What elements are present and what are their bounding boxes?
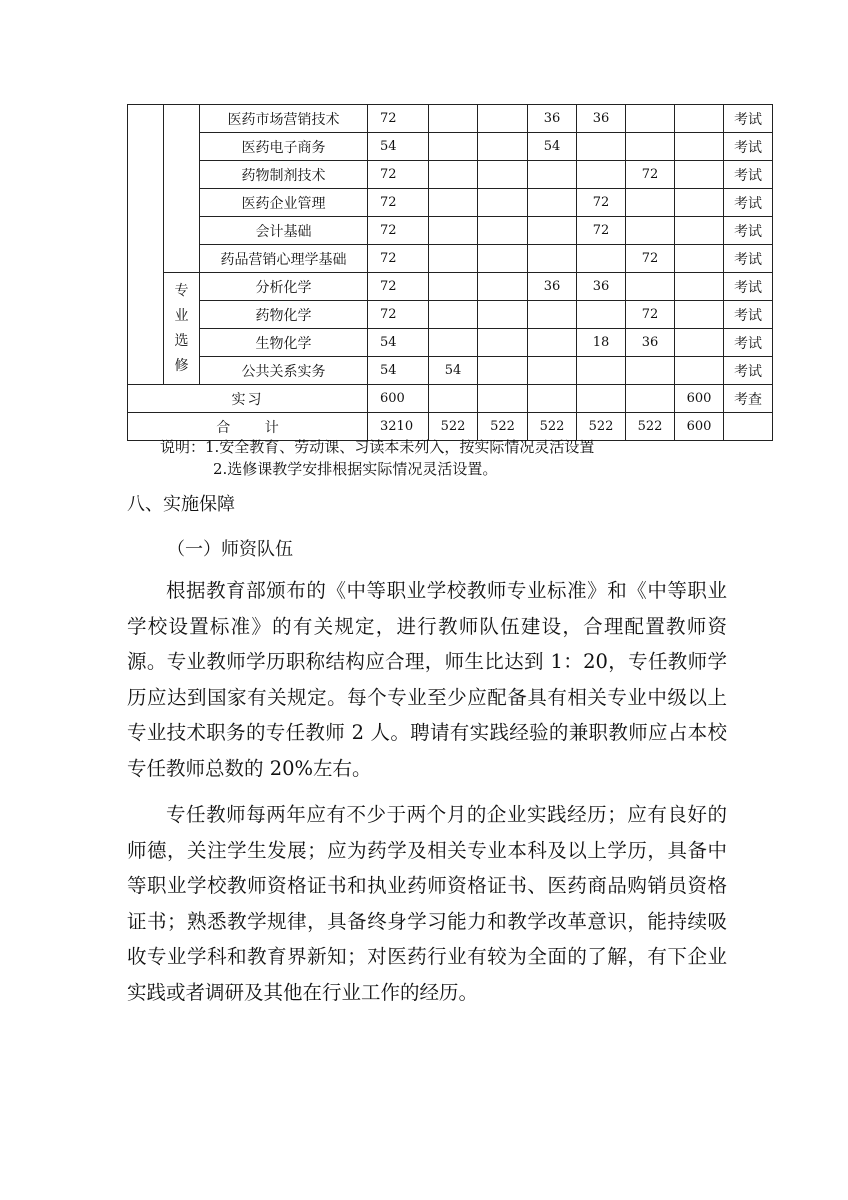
internship-label: 实习 [128, 385, 368, 413]
empty-cell [577, 385, 626, 413]
semester-3-hours [528, 245, 577, 273]
assessment-type: 考试 [724, 301, 773, 329]
empty-cell [724, 413, 773, 441]
assessment-type: 考试 [724, 273, 773, 301]
course-name: 公共关系实务 [200, 357, 368, 385]
semester-1-hours [429, 217, 478, 245]
table-row [128, 301, 773, 329]
course-name: 药物制剂技术 [200, 161, 368, 189]
semester-1-hours [429, 189, 478, 217]
internship-total: 600 [368, 385, 429, 413]
semester-5-hours [626, 105, 675, 133]
semester-1-hours [429, 105, 478, 133]
course-name: 生物化学 [200, 329, 368, 357]
course-name: 药品营销心理学基础 [200, 245, 368, 273]
assessment-type: 考试 [724, 329, 773, 357]
total-hours: 72 [368, 105, 429, 133]
subcategory-cell [164, 105, 200, 273]
course-name: 分析化学 [200, 273, 368, 301]
semester-2-hours [478, 301, 528, 329]
sum-semester-2: 522 [478, 413, 528, 441]
assessment-type: 考试 [724, 217, 773, 245]
elective-label-char: 业 [174, 307, 189, 324]
semester-3-hours: 54 [528, 133, 577, 161]
sum-total: 3210 [368, 413, 429, 441]
empty-cell [478, 385, 528, 413]
table-row [128, 189, 773, 217]
total-hours: 54 [368, 329, 429, 357]
internship-assessment: 考查 [724, 385, 773, 413]
semester-2-hours [478, 189, 528, 217]
total-hours: 72 [368, 189, 429, 217]
total-hours: 72 [368, 217, 429, 245]
sum-semester-6: 600 [675, 413, 724, 441]
semester-4-hours: 36 [577, 273, 626, 301]
semester-6-hours [675, 301, 724, 329]
semester-5-hours [626, 133, 675, 161]
semester-4-hours: 72 [577, 189, 626, 217]
semester-5-hours [626, 217, 675, 245]
table-row [128, 245, 773, 273]
category-cell [128, 105, 164, 385]
table-row [128, 161, 773, 189]
empty-cell [429, 385, 478, 413]
semester-6-hours [675, 245, 724, 273]
semester-1-hours [429, 245, 478, 273]
semester-4-hours: 18 [577, 329, 626, 357]
section-heading: 八、实施保障 [127, 494, 235, 515]
semester-6-hours [675, 273, 724, 301]
table-row [128, 273, 773, 301]
assessment-type: 考试 [724, 357, 773, 385]
table-row [128, 329, 773, 357]
total-hours: 54 [368, 357, 429, 385]
semester-3-hours [528, 217, 577, 245]
semester-2-hours [478, 133, 528, 161]
elective-label-char: 专 [174, 282, 189, 299]
sum-semester-3: 522 [528, 413, 577, 441]
internship-semester-6: 600 [675, 385, 724, 413]
semester-5-hours [626, 273, 675, 301]
semester-4-hours [577, 133, 626, 161]
semester-3-hours: 36 [528, 273, 577, 301]
sum-semester-4: 522 [577, 413, 626, 441]
semester-5-hours: 72 [626, 245, 675, 273]
total-hours: 72 [368, 245, 429, 273]
semester-2-hours [478, 357, 528, 385]
semester-2-hours [478, 105, 528, 133]
semester-6-hours [675, 189, 724, 217]
assessment-type: 考试 [724, 105, 773, 133]
semester-4-hours [577, 161, 626, 189]
semester-5-hours [626, 357, 675, 385]
assessment-type: 考试 [724, 133, 773, 161]
total-hours: 72 [368, 301, 429, 329]
semester-3-hours [528, 357, 577, 385]
course-name: 药物化学 [200, 301, 368, 329]
semester-2-hours [478, 217, 528, 245]
table-row [128, 133, 773, 161]
semester-1-hours [429, 329, 478, 357]
empty-cell [626, 385, 675, 413]
semester-6-hours [675, 217, 724, 245]
semester-3-hours [528, 161, 577, 189]
semester-5-hours: 72 [626, 161, 675, 189]
elective-label-char: 选 [174, 332, 189, 349]
total-hours: 72 [368, 273, 429, 301]
semester-4-hours: 36 [577, 105, 626, 133]
semester-1-hours [429, 301, 478, 329]
curriculum-table [127, 104, 773, 441]
semester-1-hours: 54 [429, 357, 478, 385]
semester-6-hours [675, 161, 724, 189]
semester-5-hours: 36 [626, 329, 675, 357]
table-row [128, 217, 773, 245]
semester-6-hours [675, 329, 724, 357]
semester-3-hours [528, 301, 577, 329]
semester-4-hours [577, 357, 626, 385]
total-hours: 54 [368, 133, 429, 161]
total-hours: 72 [368, 161, 429, 189]
subsection-heading: （一）师资队伍 [167, 539, 293, 560]
course-name: 医药电子商务 [200, 133, 368, 161]
elective-label [164, 273, 200, 385]
semester-2-hours [478, 329, 528, 357]
paragraph-2: 专任教师每两年应有不少于两个月的企业实践经历；应有良好的师德，关注学生发展；应为药学及相关专业本科及以上学历，具备中等职业学校教师资格证书和执业药师资格证书、医药商品购销员资格证书；熟悉教学规律，具备终身学习能力和教学改革意识，能持续吸收专业学科和教育界新知；对医药行业有较为全面的了解，有下企业实践或者调研及其他在行业工作的经历。 [127, 803, 727, 1004]
semester-5-hours [626, 189, 675, 217]
note-line-1: 说明：1.安全教育、劳动课、习读本未列入，按实际情况灵活设置 [160, 438, 595, 456]
semester-3-hours: 36 [528, 105, 577, 133]
semester-1-hours [429, 133, 478, 161]
sum-semester-1: 522 [429, 413, 478, 441]
empty-cell [528, 385, 577, 413]
paragraph-1: 根据教育部颁布的《中等职业学校教师专业标准》和《中等职业学校设置标准》的有关规定，进行教师队伍建设，合理配置教师资源。专业教师学历职称结构应合理，师生比达到 1：20，专任教师学历应达到国家有关规定。每个专业至少应配备具有相关专业中级以上专业技术职务的专任教师 2 人。聘请有实践经验的兼职教师应占本校专任教师总数的 20%左右。 [127, 579, 727, 780]
elective-label-char: 修 [174, 357, 189, 374]
semester-2-hours [478, 161, 528, 189]
course-name: 医药市场营销技术 [200, 105, 368, 133]
table-row [128, 357, 773, 385]
assessment-type: 考试 [724, 245, 773, 273]
semester-3-hours [528, 329, 577, 357]
assessment-type: 考试 [724, 189, 773, 217]
assessment-type: 考试 [724, 161, 773, 189]
semester-6-hours [675, 357, 724, 385]
semester-2-hours [478, 245, 528, 273]
note-line-2: 2.选修课教学安排根据实际情况灵活设置。 [213, 460, 498, 478]
semester-4-hours: 72 [577, 217, 626, 245]
semester-6-hours [675, 105, 724, 133]
course-name: 会计基础 [200, 217, 368, 245]
semester-2-hours [478, 273, 528, 301]
table-row [128, 105, 773, 133]
semester-6-hours [675, 133, 724, 161]
semester-3-hours [528, 189, 577, 217]
internship-row [128, 385, 773, 413]
semester-4-hours [577, 245, 626, 273]
semester-1-hours [429, 161, 478, 189]
semester-4-hours [577, 301, 626, 329]
semester-5-hours: 72 [626, 301, 675, 329]
sum-label: 合 计 [128, 413, 368, 441]
semester-1-hours [429, 273, 478, 301]
sum-semester-5: 522 [626, 413, 675, 441]
course-name: 医药企业管理 [200, 189, 368, 217]
